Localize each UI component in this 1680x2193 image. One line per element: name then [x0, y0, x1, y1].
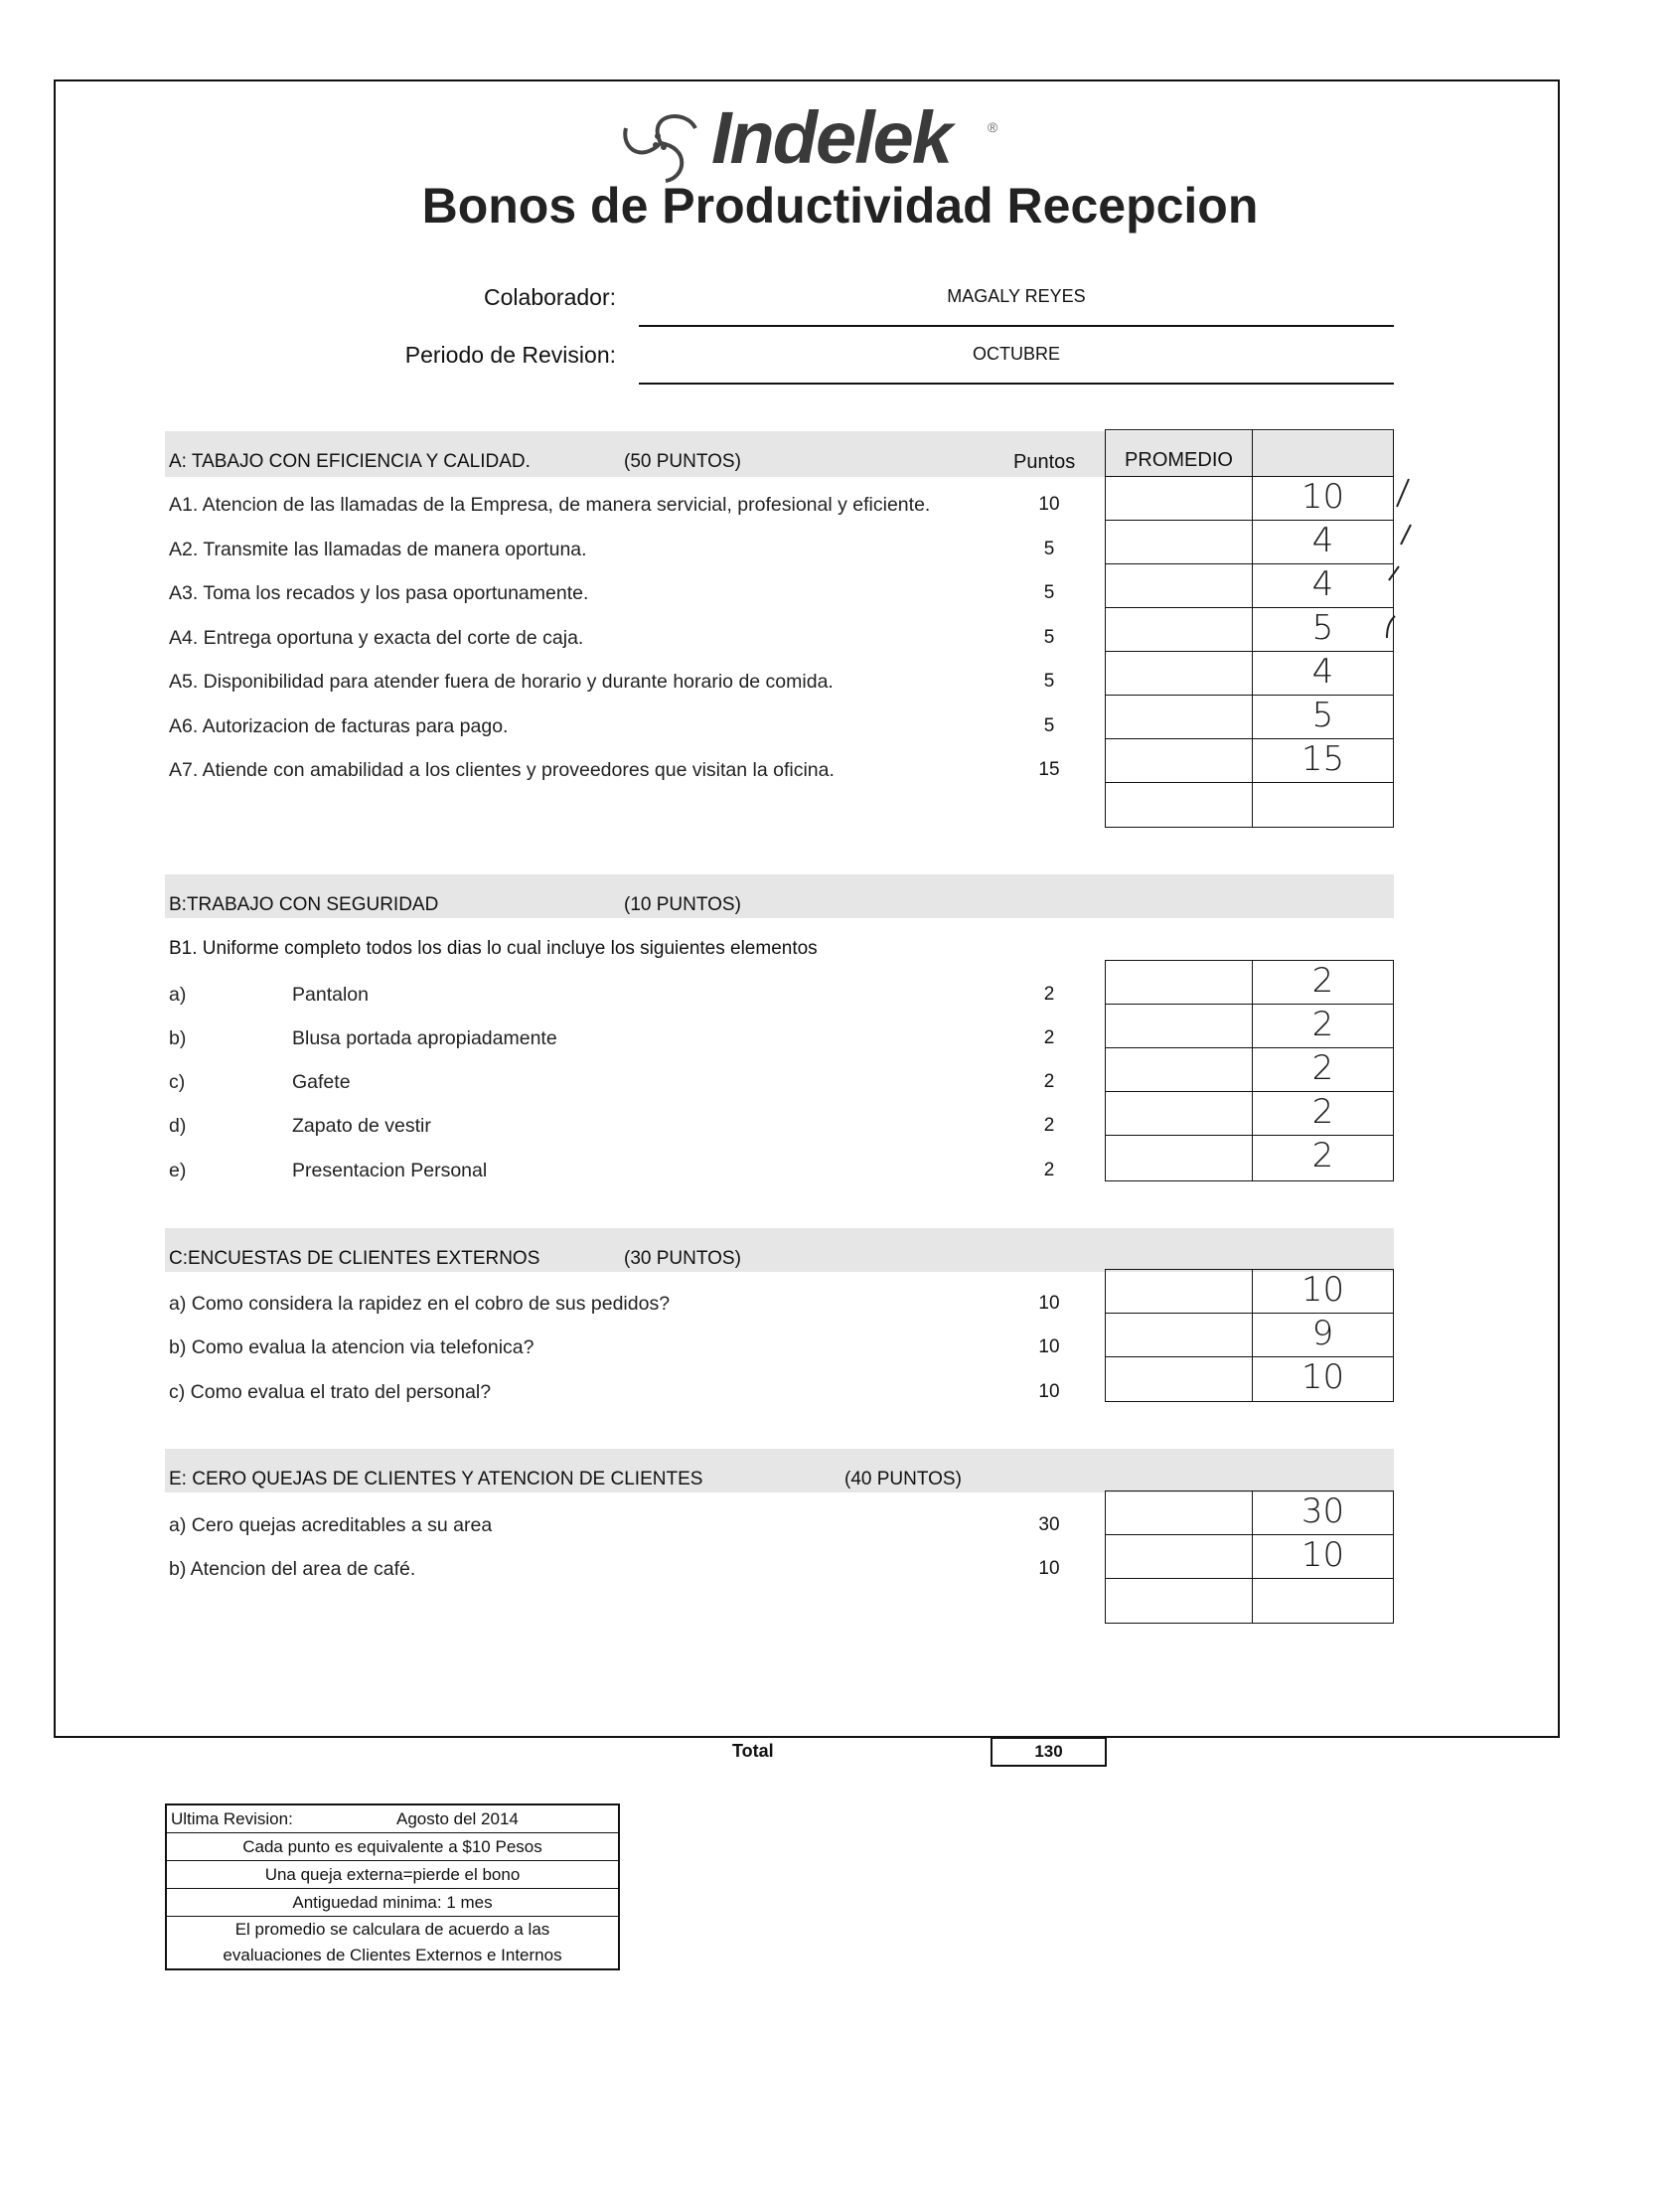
- promedio-cell: [1105, 738, 1253, 783]
- item-points: 2: [1043, 1027, 1055, 1048]
- handwritten-score: 15: [1300, 739, 1345, 779]
- score-cell: [1252, 782, 1394, 828]
- list-item: Pantalon: [292, 984, 369, 1006]
- info-note: [167, 1917, 618, 1968]
- handwritten-score: 2: [1311, 1136, 1334, 1175]
- handwritten-score: 2: [1311, 1005, 1334, 1044]
- promedio-cell: [1105, 1269, 1253, 1314]
- list-item: A4. Entrega oportuna y exacta del corte de caja.: [169, 627, 584, 649]
- promedio-cell: [1105, 1490, 1253, 1535]
- section-b-subtitle: B1. Uniforme completo todos los dias lo cual incluye los siguientes elementos: [169, 938, 818, 959]
- handwritten-score: 30: [1300, 1491, 1345, 1531]
- info-line: Una queja externa=pierde el bono: [167, 1861, 618, 1889]
- item-points: 5: [1043, 539, 1055, 559]
- handwritten-score: 10: [1300, 477, 1345, 517]
- item-points: 10: [1038, 1381, 1060, 1402]
- promedio-cell: [1105, 782, 1253, 828]
- section-b-title: B:TRABAJO CON SEGURIDAD: [169, 894, 439, 915]
- item-points: 5: [1043, 582, 1055, 603]
- puntos-header: Puntos: [1013, 451, 1076, 473]
- list-item: Zapato de vestir: [292, 1115, 431, 1137]
- list-item: Presentacion Personal: [292, 1160, 488, 1181]
- handwritten-score: 5: [1311, 608, 1334, 648]
- promedio-cell: [1105, 1047, 1253, 1092]
- handwritten-score: 9: [1311, 1314, 1334, 1353]
- info-line: Antiguedad minima: 1 mes: [167, 1889, 618, 1917]
- section-b-points: (10 PUNTOS): [624, 894, 741, 915]
- promedio-cell: [1105, 1313, 1253, 1357]
- list-item: A2. Transmite las llamadas de manera oportuna.: [169, 539, 587, 560]
- ultima-revision-value: Agosto del 2014: [396, 1809, 519, 1828]
- list-item: A5. Disponibilidad para atender fuera de horario y durante horario de comida.: [169, 671, 834, 693]
- handwritten-score: 2: [1311, 1092, 1334, 1132]
- colaborador-underline: [639, 325, 1394, 327]
- item-points: 2: [1043, 984, 1055, 1005]
- promedio-cell: [1105, 960, 1253, 1005]
- indelek-swirl-logo-icon: [616, 103, 705, 183]
- section-e-points: (40 PUNTOS): [844, 1469, 962, 1489]
- promedio-cell: [1105, 1004, 1253, 1048]
- promedio-cell: [1105, 651, 1253, 696]
- promedio-cell: [1105, 1135, 1253, 1181]
- item-letter: e): [169, 1160, 187, 1181]
- section-a-points: (50 PUNTOS): [624, 451, 741, 472]
- total-value: 130: [991, 1737, 1107, 1767]
- list-item: Blusa portada apropiadamente: [292, 1027, 557, 1049]
- ultima-revision-row: [167, 1805, 618, 1833]
- promedio-cell: [1105, 1091, 1253, 1136]
- info-box: [165, 1803, 620, 1970]
- list-item: A7. Atiende con amabilidad a los clientes y proveedores que visitan la oficina.: [169, 759, 835, 781]
- item-letter: a): [169, 984, 187, 1006]
- item-points: 5: [1043, 671, 1055, 692]
- list-item: a) Cero quejas acreditables a su area: [169, 1514, 493, 1536]
- item-points: 10: [1038, 1293, 1060, 1314]
- list-item: b) Como evalua la atencion via telefonica?: [169, 1336, 535, 1358]
- handwritten-score: 2: [1311, 1048, 1334, 1088]
- handwritten-score: 4: [1311, 521, 1334, 560]
- promedio-cell: [1105, 607, 1253, 652]
- promedio-cell: [1105, 1534, 1253, 1579]
- page-title: Bonos de Productividad Recepcion: [421, 178, 1259, 234]
- item-points: 10: [1038, 1336, 1060, 1357]
- score-cell: [1252, 1578, 1394, 1624]
- periodo-label: Periodo de Revision:: [404, 342, 616, 368]
- item-letter: c): [169, 1071, 186, 1093]
- item-points: 5: [1043, 715, 1055, 736]
- promedio-cell: [1105, 563, 1253, 608]
- item-points: 10: [1038, 494, 1060, 515]
- periodo-value: OCTUBRE: [972, 344, 1060, 364]
- info-note-line: El promedio se calculara de acuerdo a las: [234, 1920, 550, 1939]
- item-points: 5: [1043, 627, 1055, 648]
- handwritten-score: 4: [1311, 564, 1334, 604]
- item-letter: d): [169, 1115, 187, 1137]
- handwritten-score: 2: [1311, 961, 1334, 1001]
- handwritten-score: 10: [1300, 1535, 1345, 1575]
- promedio-header: PROMEDIO: [1125, 449, 1233, 471]
- logo-text: Indelek: [711, 96, 951, 179]
- handwritten-score: 10: [1300, 1270, 1345, 1310]
- total-label: Total: [732, 1741, 774, 1761]
- handwritten-score: 10: [1300, 1357, 1345, 1397]
- handwritten-score: 5: [1311, 696, 1334, 735]
- list-item: a) Como considera la rapidez en el cobro de sus pedidos?: [169, 1293, 671, 1315]
- item-points: 2: [1043, 1160, 1055, 1180]
- item-points: 30: [1038, 1514, 1060, 1535]
- item-points: 2: [1043, 1115, 1055, 1136]
- registered-mark: ®: [988, 119, 998, 135]
- section-c-title: C:ENCUESTAS DE CLIENTES EXTERNOS: [169, 1248, 540, 1269]
- list-item: c) Como evalua el trato del personal?: [169, 1381, 492, 1403]
- section-c-points: (30 PUNTOS): [624, 1248, 741, 1269]
- section-a-title: A: TABAJO CON EFICIENCIA Y CALIDAD.: [169, 451, 531, 472]
- list-item: b) Atencion del area de café.: [169, 1558, 416, 1580]
- list-item: A1. Atencion de las llamadas de la Empresa, de manera servicial, profesional y eficiente.: [169, 494, 931, 516]
- section-e-title: E: CERO QUEJAS DE CLIENTES Y ATENCION DE CLIENTES: [169, 1469, 703, 1489]
- check-marks-icon: [1361, 467, 1421, 666]
- promedio-cell: [1105, 520, 1253, 564]
- ultima-revision-label: Ultima Revision:: [171, 1809, 293, 1828]
- promedio-cell: [1105, 1356, 1253, 1402]
- handwritten-score: 4: [1311, 652, 1334, 692]
- colaborador-label: Colaborador:: [484, 284, 616, 310]
- info-note-line: evaluaciones de Clientes Externos e Internos: [223, 1946, 562, 1964]
- item-points: 15: [1038, 759, 1060, 780]
- indelek-logo: [616, 96, 1013, 189]
- item-letter: b): [169, 1027, 187, 1049]
- promedio-cell: [1105, 476, 1253, 521]
- promedio-cell: [1105, 695, 1253, 739]
- list-item: A6. Autorizacion de facturas para pago.: [169, 715, 509, 737]
- periodo-underline: [639, 383, 1394, 385]
- item-points: 2: [1043, 1071, 1055, 1092]
- list-item: A3. Toma los recados y los pasa oportunamente.: [169, 582, 589, 604]
- promedio-cell: [1105, 1578, 1253, 1624]
- colaborador-value: MAGALY REYES: [947, 286, 1086, 306]
- item-points: 10: [1038, 1558, 1060, 1579]
- info-line: Cada punto es equivalente a $10 Pesos: [167, 1833, 618, 1861]
- list-item: Gafete: [292, 1071, 351, 1093]
